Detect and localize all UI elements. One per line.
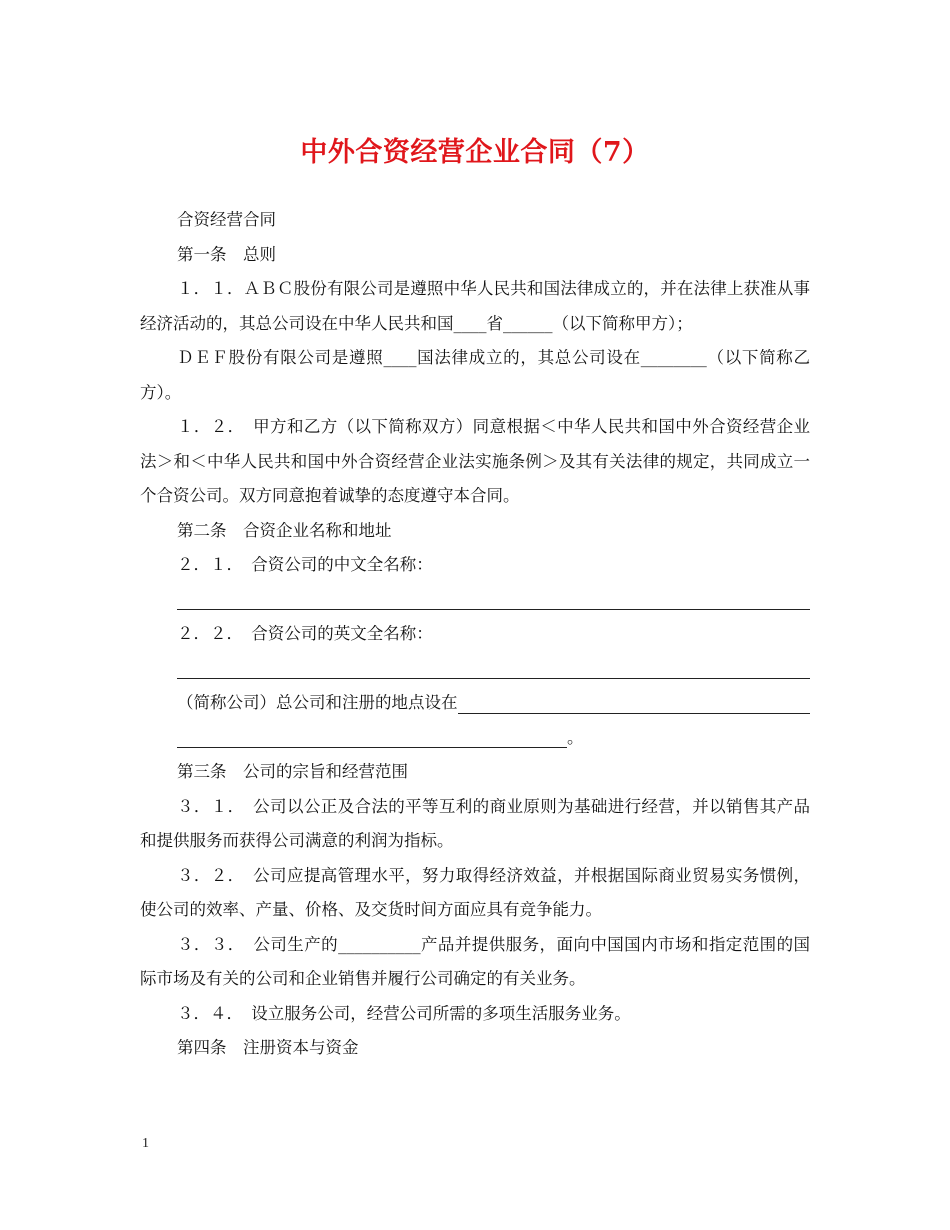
clause-1-1: １．１．ＡＢＣ股份有限公司是遵照中华人民共和国法律成立的，并在法律上获准从事经济活动的，其总公司设在中华人民共和国____省______（以下简称甲方）；	[140, 279, 810, 333]
article-3-heading: 第三条 公司的宗旨和经营范围	[177, 762, 408, 781]
article-1-heading: 第一条 总则	[177, 244, 276, 264]
clause-2-1: ２．１． 合资公司的中文全名称：	[177, 555, 433, 574]
document-body	[140, 203, 810, 1066]
address-end-mark: 。	[567, 727, 584, 747]
page-number: 1	[142, 1136, 149, 1151]
english-name-blank-line	[177, 652, 810, 687]
clause-3-4: ３．４． 设立服务公司，经营公司所需的多项生活服务业务。	[177, 1003, 631, 1023]
clause-1-1-party-b: ＤＥＦ股份有限公司是遵照____国法律成立的，其总公司设在________（以下简称乙方）。	[140, 348, 810, 402]
address-blank-continued	[177, 747, 567, 748]
clause-3-1: ３．１． 公司以公正及合法的平等互利的商业原则为基础进行经营，并以销售其产品和提供服务而获得公司满意的利润为指标。	[140, 796, 810, 850]
clause-2-2: ２．２． 合资公司的英文全名称：	[177, 624, 433, 643]
address-label: （简称公司）总公司和注册的地点设在	[177, 693, 458, 712]
clause-1-2: １．２． 甲方和乙方（以下简称双方）同意根据＜中华人民共和国中外合资经营企业法＞和＜中华人民共和国中外合资经营企业法实施条例＞及其有关法律的规定，共同成立一个合资公司。双方同意抱着诚挚的态度遵守本合同。	[140, 417, 810, 505]
address-line	[177, 686, 810, 721]
address-blank	[458, 713, 811, 714]
chinese-name-blank-line	[177, 583, 810, 618]
clause-3-3: ３．３． 公司生产的__________产品并提供服务，面向中国国内市场和指定范围的国际市场及有关的公司和企业销售并履行公司确定的有关业务。	[140, 934, 810, 988]
article-2-heading: 第二条 合资企业名称和地址	[177, 520, 392, 540]
address-line-continued	[177, 721, 810, 756]
document-title: 中外合资经营企业合同（7）	[300, 137, 650, 168]
clause-3-2: ３．２． 公司应提高管理水平，努力取得经济效益，并根据国际商业贸易实务惯例，使公司的效率、产量、价格、及交货时间方面应具有竞争能力。	[140, 865, 810, 919]
contract-heading: 合资经营合同	[177, 210, 276, 229]
article-4-heading: 第四条 注册资本与资金	[177, 1038, 359, 1057]
